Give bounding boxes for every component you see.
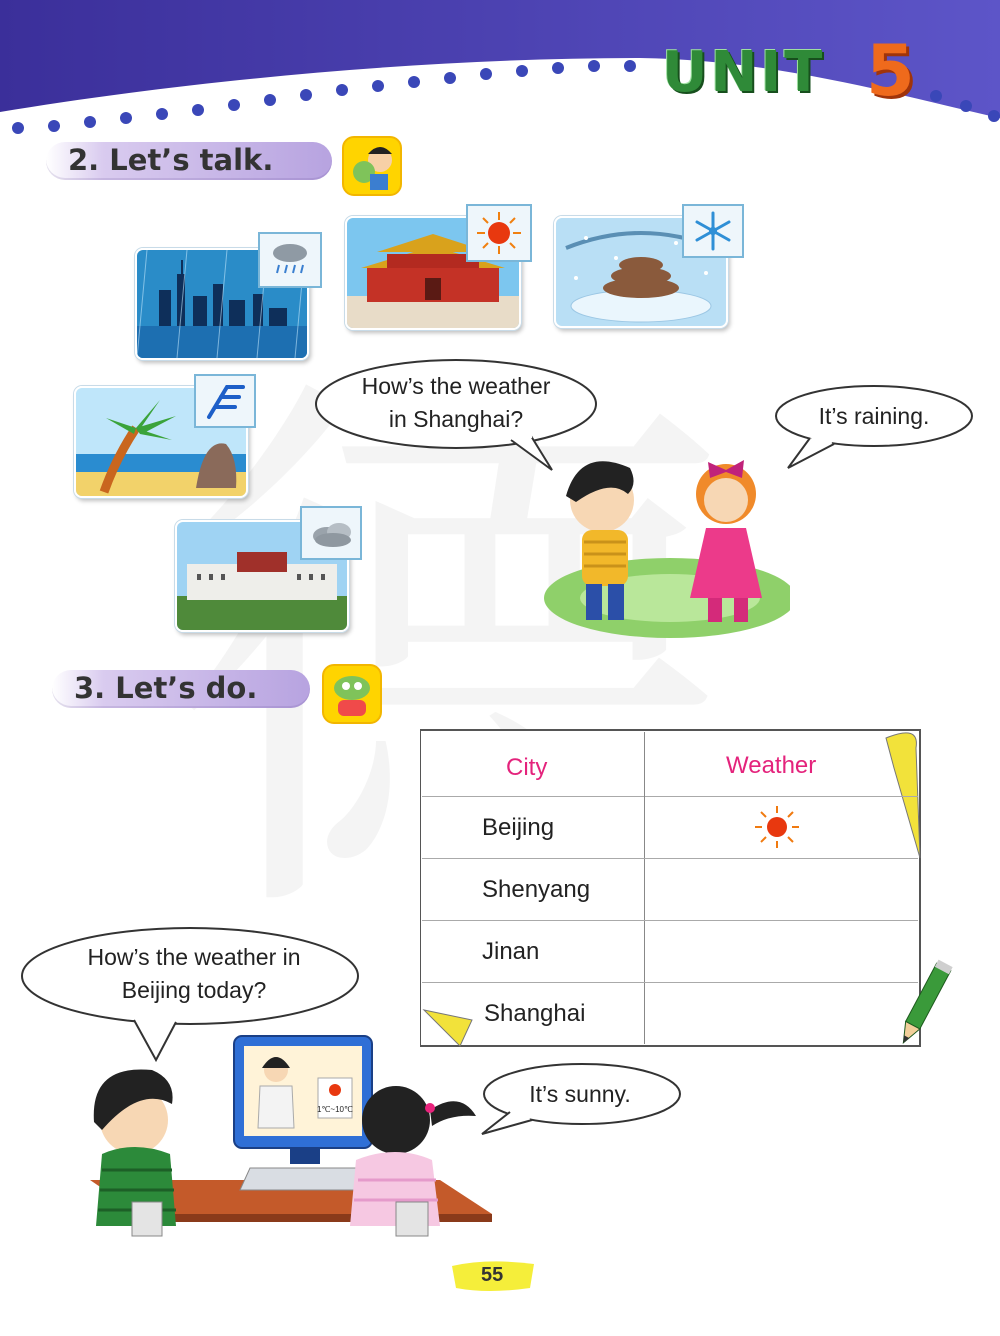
bubble-raining-text: It’s raining. [818, 403, 930, 429]
header-city: City [506, 754, 548, 781]
rain-cloud-icon [258, 232, 322, 288]
unit-title: UNIT [662, 40, 826, 105]
section-2-title: 2. Let’s talk. [68, 143, 274, 177]
sun-icon [466, 204, 532, 262]
city-cell: Shenyang [482, 876, 591, 903]
bubble-beijing-line1: How’s the weather in [87, 944, 301, 970]
sun-icon [752, 804, 802, 855]
bubble-question-line1: How’s the weather [361, 373, 551, 399]
header-weather: Weather [726, 752, 817, 779]
kids-talking-illustration [530, 438, 790, 638]
city-cell: Beijing [482, 814, 555, 841]
table-header-row [422, 732, 918, 797]
unit-number: 5 [866, 30, 915, 112]
table-row [422, 858, 918, 921]
city-cell: Shanghai [484, 1000, 586, 1027]
pencil-icon [892, 958, 956, 1050]
cloud-icon [300, 506, 362, 560]
table-row [422, 796, 918, 859]
page-number: 55 [481, 1264, 504, 1286]
bubble-sunny-text: It’s sunny. [529, 1081, 631, 1107]
bubble-question-text [316, 370, 596, 436]
bubble-question-line2: in Shanghai? [388, 406, 524, 432]
weather-table [422, 732, 918, 1044]
section-3-title: 3. Let’s do. [74, 671, 258, 705]
city-cell: Jinan [482, 938, 540, 965]
table-row [422, 920, 918, 983]
snowflake-icon [682, 204, 744, 258]
monitor-temperature: 1℃~10℃ [317, 1105, 353, 1114]
top-banner [0, 0, 1000, 140]
kids-computer-illustration [80, 1030, 500, 1240]
wind-icon [194, 374, 256, 428]
mascot-talk-icon [342, 136, 402, 196]
bubble-beijing-line2: Beijing today? [121, 977, 267, 1003]
bubble-beijing-text [24, 941, 364, 1007]
mascot-do-icon [322, 664, 382, 724]
